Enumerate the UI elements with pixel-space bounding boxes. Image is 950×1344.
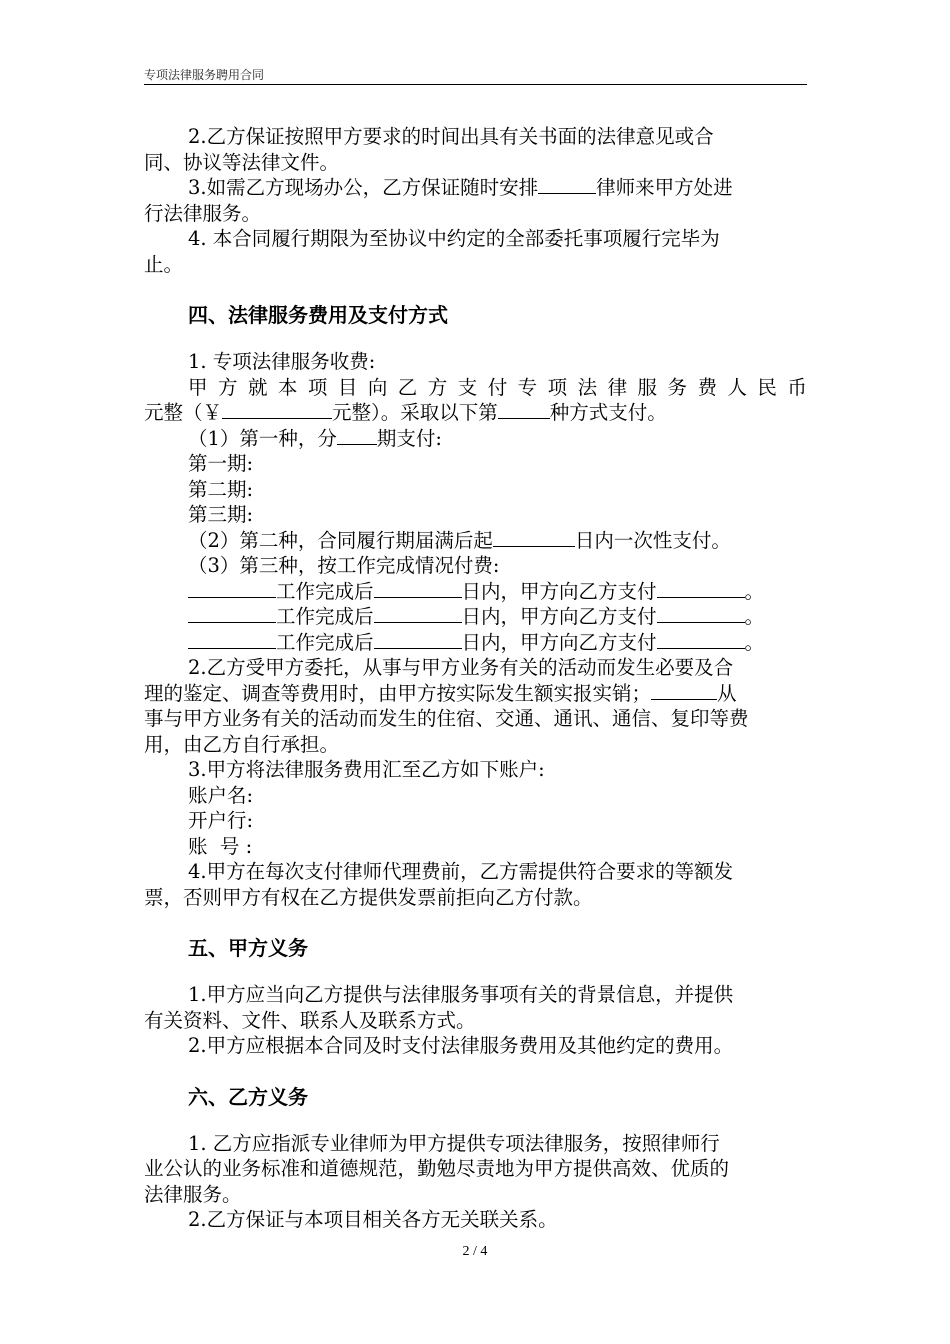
fee-line-char: 方 xyxy=(217,375,238,399)
blank-field[interactable] xyxy=(651,681,717,700)
fee-line-char: 就 xyxy=(247,375,268,399)
fee-line-char: 本 xyxy=(277,375,298,399)
fee-line-char: 费 xyxy=(697,375,717,399)
fee-line xyxy=(144,375,807,401)
paragraph: 有关资料、文件、联系人及联系方式。 xyxy=(144,1008,476,1032)
paragraph: 业公认的业务标准和道德规范，勤勉尽责地为甲方提供高效、优质的 xyxy=(144,1157,730,1180)
blank-field[interactable] xyxy=(493,528,575,547)
fee-line-char: 律 xyxy=(607,375,628,399)
fee-line-char: 目 xyxy=(337,375,358,399)
blank-field[interactable] xyxy=(374,630,462,649)
paragraph: 1. 专项法律服务收费: xyxy=(188,350,376,373)
paragraph: 理的鉴定、调查等费用时，由甲方按实际发生额实报实销； 从 xyxy=(144,681,737,705)
work-row: 工作完成后 日内，甲方向乙方支付 。 xyxy=(144,604,807,630)
account-number-label: 账 号 : xyxy=(188,834,253,858)
blank-field[interactable] xyxy=(374,604,462,623)
fee-line-char: 服 xyxy=(637,375,658,399)
paragraph: 止。 xyxy=(144,252,184,276)
paragraph: 4. 本合同履行期限为至协议中约定的全部委托事项履行完毕为 xyxy=(188,227,720,250)
paragraph: 第二期: xyxy=(188,477,254,501)
paragraph: 第一期: xyxy=(188,452,254,475)
paragraph: 3.甲方将法律服务费用汇至乙方如下账户: xyxy=(188,758,545,781)
blank-field[interactable] xyxy=(188,579,276,598)
paragraph: 元整（￥ 元整）。采取以下第 种方式支付。 xyxy=(144,401,667,424)
paragraph: 1. 乙方应指派专业律师为甲方提供专项法律服务，按照律师行 xyxy=(188,1131,720,1155)
fee-line-char: 甲 xyxy=(188,375,208,399)
fee-line-char: 向 xyxy=(367,375,388,399)
paragraph: 2.甲方应根据本合同及时支付法律服务费用及其他约定的费用。 xyxy=(188,1034,734,1057)
paragraph: 4.甲方在每次支付律师代理费前，乙方需提供符合要求的等额发 xyxy=(188,860,734,883)
paragraph: 同、协议等法律文件。 xyxy=(144,150,340,174)
fee-line-char: 支 xyxy=(457,375,478,399)
section-heading: 五、甲方义务 xyxy=(188,936,308,960)
section-heading: 四、法律服务费用及支付方式 xyxy=(188,303,448,327)
paragraph: 2.乙方保证与本项目相关各方无关联关系。 xyxy=(188,1208,558,1231)
page-number: 2 / 4 xyxy=(462,1244,488,1259)
paragraph: 法律服务。 xyxy=(144,1182,242,1206)
fee-line-char: 付 xyxy=(487,375,508,399)
section-heading: 六、乙方义务 xyxy=(188,1084,308,1109)
fee-line-char: 法 xyxy=(577,375,598,399)
blank-field[interactable] xyxy=(657,604,745,623)
account-name-label: 账户名: xyxy=(188,783,254,807)
fee-line-char: 币 xyxy=(787,375,807,399)
blank-field[interactable] xyxy=(657,579,745,598)
fee-line-char: 务 xyxy=(667,375,688,399)
fee-line-char: 项 xyxy=(307,375,328,399)
header-rule xyxy=(144,84,807,85)
work-row: 工作完成后 日内，甲方向乙方支付 。 xyxy=(144,579,807,605)
fee-line-char: 民 xyxy=(757,375,777,399)
work-row: 工作完成后 日内，甲方向乙方支付 。 xyxy=(144,630,807,656)
paragraph: 票，否则甲方有权在乙方提供发票前拒向乙方付款。 xyxy=(144,885,593,909)
fee-line-char: 乙 xyxy=(397,375,418,399)
paragraph: （3）第三种，按工作完成情况付费: xyxy=(188,554,500,577)
paragraph: 事与甲方业务有关的活动而发生的住宿、交通、通讯、通信、复印等费 xyxy=(144,707,749,730)
blank-field[interactable] xyxy=(188,630,276,649)
paragraph: 3.如需乙方现场办公，乙方保证随时安排 律师来甲方处进 xyxy=(188,176,733,199)
blank-field[interactable] xyxy=(498,400,550,419)
fee-line-char: 人 xyxy=(727,375,747,399)
fee-line-char: 项 xyxy=(547,375,568,399)
document-body xyxy=(144,124,807,1233)
paragraph: 行法律服务。 xyxy=(144,201,262,225)
blank-field[interactable] xyxy=(222,400,332,419)
paragraph: 2.乙方保证按照甲方要求的时间出具有关书面的法律意见或合 xyxy=(188,125,714,148)
paragraph: 第三期: xyxy=(188,503,254,526)
running-header: 专项法律服务聘用合同 xyxy=(144,68,265,82)
blank-field[interactable] xyxy=(538,175,596,194)
blank-field[interactable] xyxy=(374,579,462,598)
bank-label: 开户行: xyxy=(188,809,254,832)
blank-field[interactable] xyxy=(188,604,276,623)
blank-field[interactable] xyxy=(337,426,377,445)
paragraph: （2）第二种，合同履行期届满后起 日内一次性支付。 xyxy=(188,528,731,552)
fee-line-char: 专 xyxy=(517,375,538,399)
paragraph: （1）第一种，分 期支付: xyxy=(188,426,442,450)
paragraph: 1.甲方应当向乙方提供与法律服务事项有关的背景信息，并提供 xyxy=(188,983,734,1006)
paragraph: 2.乙方受甲方委托，从事与甲方业务有关的活动而发生必要及合 xyxy=(188,656,734,679)
blank-field[interactable] xyxy=(657,630,745,649)
paragraph: 用，由乙方自行承担。 xyxy=(144,732,340,756)
fee-line-char: 方 xyxy=(427,375,448,399)
